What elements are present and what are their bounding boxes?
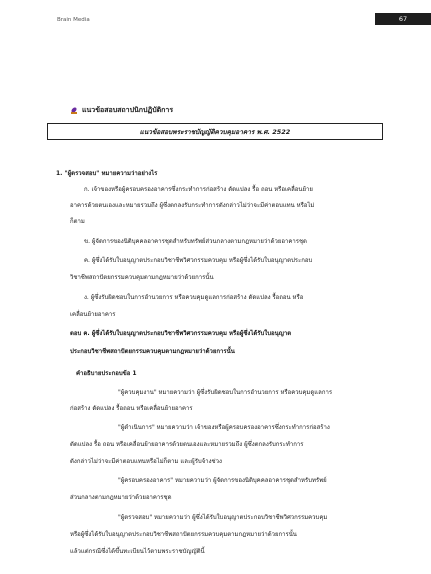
document-title: แนวข้อสอบพระราชบัญญัติควบคุมอาคาร พ.ศ. 2522 [139, 127, 291, 136]
explanation-heading: คำอธิบายประกอบข้อ 1 [76, 370, 137, 377]
choice-a-line-1: ก. เจ้าของหรือผู้ครอบครองอาคารซึ่งกระทำการก่อสร้าง ดัดแปลง รื้อ ถอน หรือเคลื่อนย้าย [84, 186, 313, 193]
page-number: 67 [375, 13, 431, 25]
explanation-p4-line-3: แล้วแต่กรณีซึ่งได้ขึ้นทะเบียนไว้ตามพระราชบัญญัตินี้ [70, 548, 205, 555]
choice-d-line-2: เคลื่อนย้ายอาคาร [70, 311, 116, 318]
section-heading [70, 105, 173, 116]
explanation-p4-line-2: หรือผู้ซึ่งได้รับใบอนุญาตประกอบวิชาชีพสถาปัตยกรรมควบคุมตามกฎหมายว่าด้วยการนั้น [70, 531, 297, 538]
choice-b-line-1: ข. ผู้จัดการของนิติบุคคลอาคารชุดสำหรับทรัพย์ส่วนกลางตามกฎหมายว่าด้วยอาคารชุด [84, 238, 307, 245]
answer-line-2: ประกอบวิชาชีพสถาปัตยกรรมควบคุมตามกฎหมายว่าด้วยการนั้น [70, 348, 235, 355]
explanation-p4-line-1: "ผู้ตรวจสอบ" หมายความว่า ผู้ซึ่งได้รับใบอนุญาตประกอบวิชาชีพวิศวกรรมควบคุม [118, 514, 328, 521]
publisher-label: Brain Media [57, 17, 90, 23]
fleur-de-lis-icon [70, 107, 78, 115]
choice-c-line-2: วิชาชีพสถาปัตยกรรมควบคุมตามกฎหมายว่าด้วยการนั้น [70, 274, 214, 281]
answer-line-1: ตอบ ค. ผู้ซึ่งได้รับใบอนุญาตประกอบวิชาชีพวิศวกรรมควบคุม หรือผู้ซึ่งได้รับใบอนุญาต [70, 330, 292, 337]
choice-a-line-2: อาคารด้วยตนเองและหมายรวมถึง ผู้ซึ่งตกลงรับกระทำการดังกล่าวไม่ว่าจะมีค่าตอบแทน หรือไม่ [70, 202, 315, 209]
section-heading-text: แนวข้อสอบสถาปนิกปฏิบัติการ [82, 106, 174, 114]
choice-a-line-3: ก็ตาม [70, 218, 85, 225]
explanation-p2-line-1: "ผู้ดำเนินการ" หมายความว่า เจ้าของหรือผู้ครอบครองอาคารซึ่งกระทำการก่อสร้าง [118, 424, 330, 431]
question-prompt: 1. "ผู้ตรวจสอบ" หมายความว่าอย่างไร [56, 170, 158, 177]
explanation-p2-line-2: ดัดแปลง รื้อ ถอน หรือเคลื่อนย้ายอาคารด้วยตนเองและหมายรวมถึง ผู้ซึ่งตกลงรับกระทำการ [70, 441, 304, 448]
document-title-box [47, 123, 383, 140]
explanation-p3-line-1: "ผู้ครอบครองอาคาร" หมายความว่า ผู้จัดการของนิติบุคคลอาคารชุดสำหรับทรัพย์ [118, 477, 327, 484]
choice-c-line-1: ค. ผู้ซึ่งได้รับใบอนุญาตประกอบวิชาชีพวิศวกรรมควบคุม หรือผู้ซึ่งได้รับใบอนุญาตประกอบ [84, 257, 313, 264]
choice-d-line-1: ง. ผู้ซึ่งรับผิดชอบในการอำนวยการ หรือควบคุมดูแลการก่อสร้าง ดัดแปลง รื้อถอน หรือ [84, 294, 304, 301]
explanation-p2-line-3: ดังกล่าวไม่ว่าจะมีค่าตอบแทนหรือไม่ก็ตาม และผู้รับจ้างช่วง [70, 458, 222, 465]
explanation-p1-line-2: ก่อสร้าง ดัดแปลง รื้อถอน หรือเคลื่อนย้ายอาคาร [70, 405, 193, 412]
explanation-p3-line-2: ส่วนกลางตามกฎหมายว่าด้วยอาคารชุด [70, 494, 172, 501]
explanation-p1-line-1: "ผู้ควบคุมงาน" หมายความว่า ผู้ซึ่งรับผิดชอบในการอำนวยการ หรือควบคุมดูแลการ [118, 389, 333, 396]
